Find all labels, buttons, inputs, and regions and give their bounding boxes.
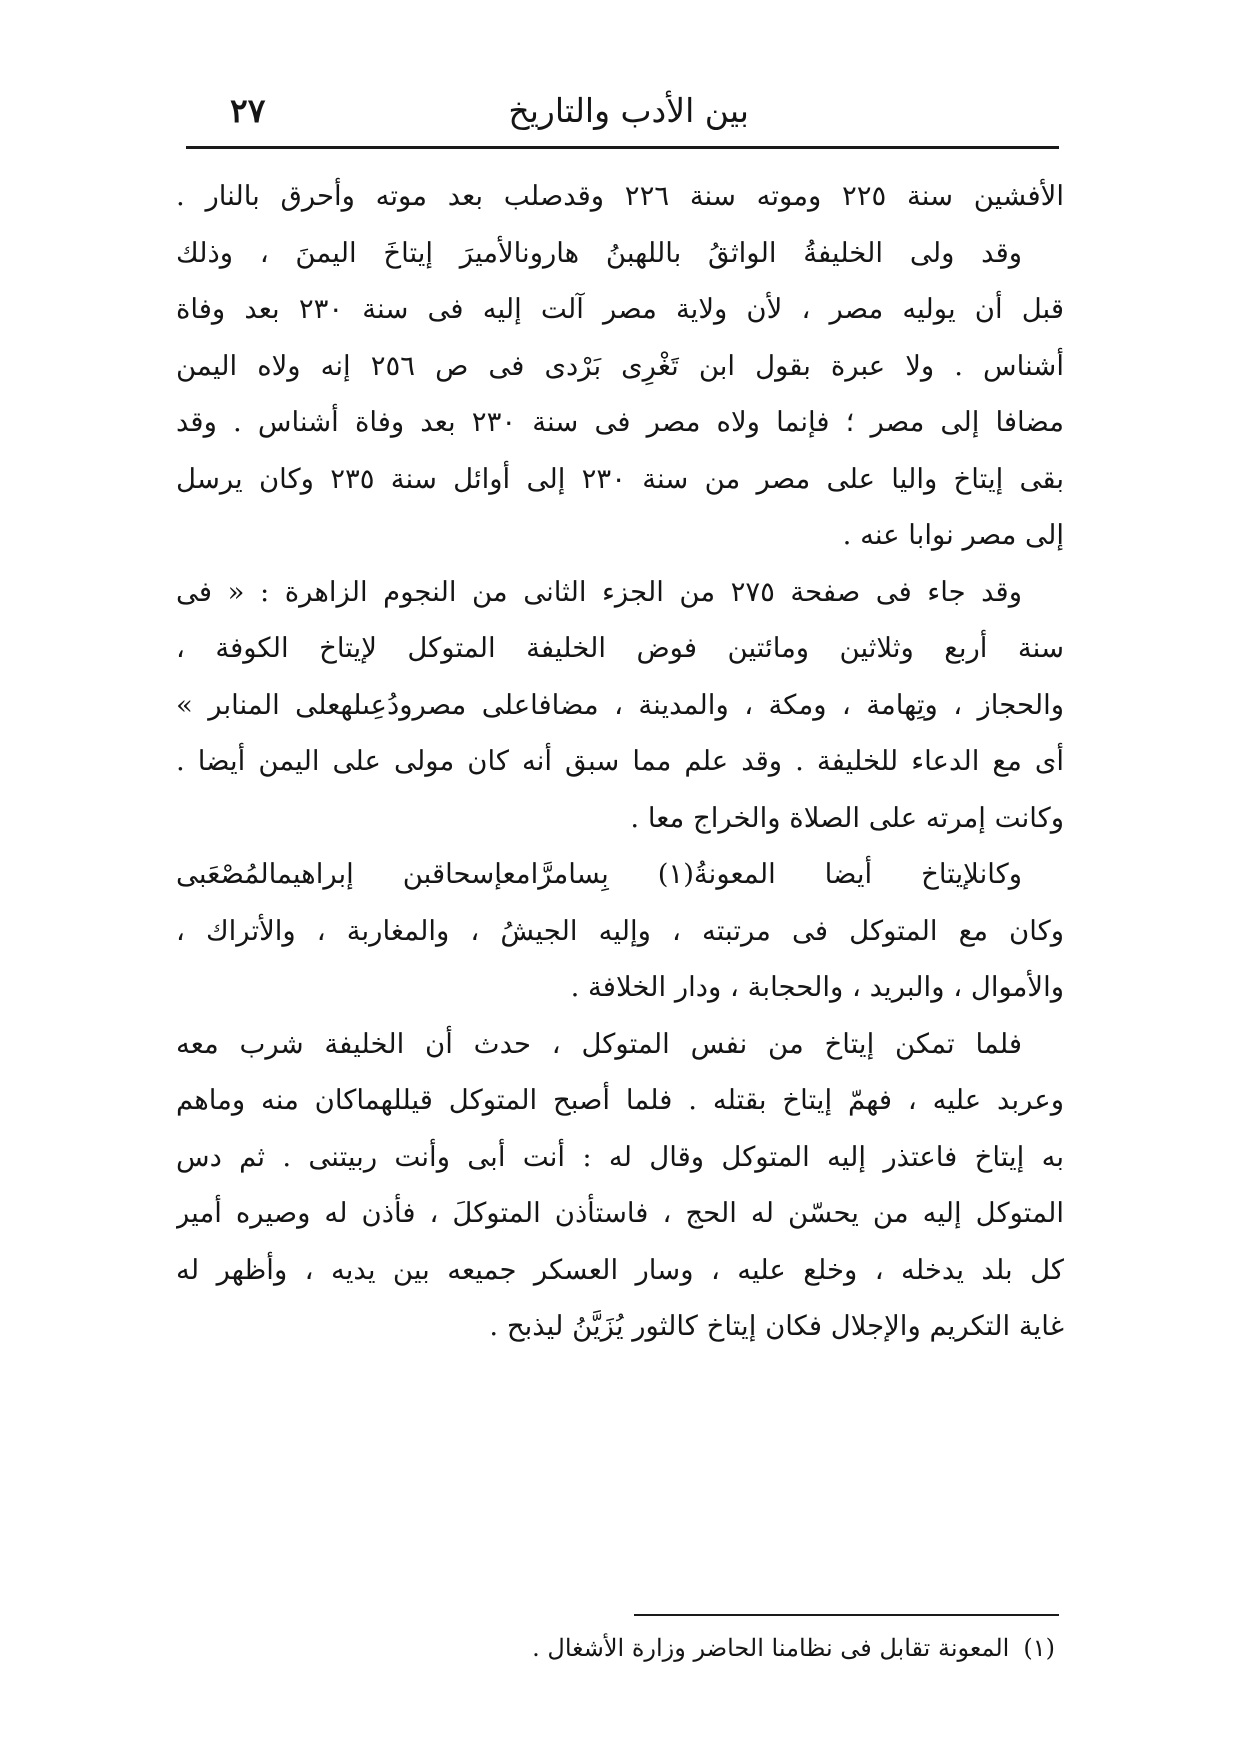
footnote-text: المعونة تقابل فى نظامنا الحاضر وزارة الأشغال . (532, 1634, 1010, 1662)
text-line: كل بلد يدخله ، وخلع عليه ، وسار العسكر جميعه بين يديه ، وأظهر له (176, 1253, 1064, 1286)
text-line: والحجاز ، وتِهامة ، ومكة ، والمدينة ، مضافاعلى مصرودُعِىلهعلى المنابر » (176, 688, 1064, 721)
body-text (176, 168, 1064, 1355)
header-rule (186, 146, 1059, 149)
text-line: غاية التكريم والإجلال فكان إيتاخ كالثور يُزَيَّنُ ليذبح . (489, 1310, 1064, 1342)
text-line: والأموال ، والبريد ، والحجابة ، ودار الخلافة . (570, 971, 1064, 1003)
text-line: به إيتاخ فاعتذر إليه المتوكل وقال له : أنت أبى وأنت ربيتنى . ثم دس (176, 1140, 1064, 1173)
text-line: قبل أن يوليه مصر ، لأن ولاية مصر آلت إليه فى سنة ٢٣٠ بعد وفاة (176, 293, 1064, 325)
text-line: فلما تمكن إيتاخ من نفس المتوكل ، حدث أن الخليفة شرب معه (176, 1027, 1022, 1060)
text-line: وكان مع المتوكل فى مرتبته ، وإليه الجيشُ ، والمغاربة ، والأتراك ، (176, 914, 1064, 947)
text-line: وقد ولى الخليفةُ الواثقُ باللهبنُ هارونالأميرَ إيتاخَ اليمنَ ، وذلك (176, 236, 1022, 269)
text-line: سنة أربع وثلاثين ومائتين فوض الخليفة المتوكل لإيتاخ الكوفة ، (176, 632, 1064, 664)
text-line: إلى مصر نوابا عنه . (842, 519, 1064, 551)
page-number: ٢٧ (230, 91, 266, 130)
text-line: أشناس . ولا عبرة بقول ابن تَغْرِى بَرْدى فى ص ٢٥٦ إنه ولاه اليمن (176, 349, 1064, 382)
text-line: وكانت إمرته على الصلاة والخراج معا . (630, 801, 1064, 834)
text-line: بقى إيتاخ واليا على مصر من سنة ٢٣٠ إلى أوائل سنة ٢٣٥ وكان يرسل (176, 462, 1064, 495)
text-line: وقد جاء فى صفحة ٢٧٥ من الجزء الثانى من النجوم الزاهرة : « فى (176, 575, 1022, 608)
text-line: وكانلإيتاخ أيضا المعونةُ(١) بِسامرَّامعإسحاقبن إبراهيمالمُصْعَبى (176, 858, 1022, 890)
running-title: بين الأدب والتاريخ (508, 91, 749, 130)
text-line: وعربد عليه ، فهمّ إيتاخ بقتله . فلما أصبح المتوكل قيللهماكان منه وماهم (176, 1084, 1064, 1116)
text-line: مضافا إلى مصر ؛ فإنما ولاه مصر فى سنة ٢٣٠ بعد وفاة أشناس . وقد (176, 406, 1064, 438)
text-line: الأفشين سنة ٢٢٥ وموته سنة ٢٢٦ وقدصلب بعد موته وأحرق بالنار . (176, 180, 1064, 212)
page-header (186, 88, 1059, 138)
footnote-rule (634, 1614, 1059, 1616)
text-line: أى مع الدعاء للخليفة . وقد علم مما سبق أنه كان مولى على اليمن أيضا . (176, 745, 1064, 777)
footnote (415, 1628, 1055, 1668)
footnote-marker: (١) (1023, 1634, 1055, 1662)
text-line: المتوكل إليه من يحسّن له الحج ، فاستأذن المتوكلَ ، فأذن له وصيره أمير (176, 1197, 1064, 1229)
